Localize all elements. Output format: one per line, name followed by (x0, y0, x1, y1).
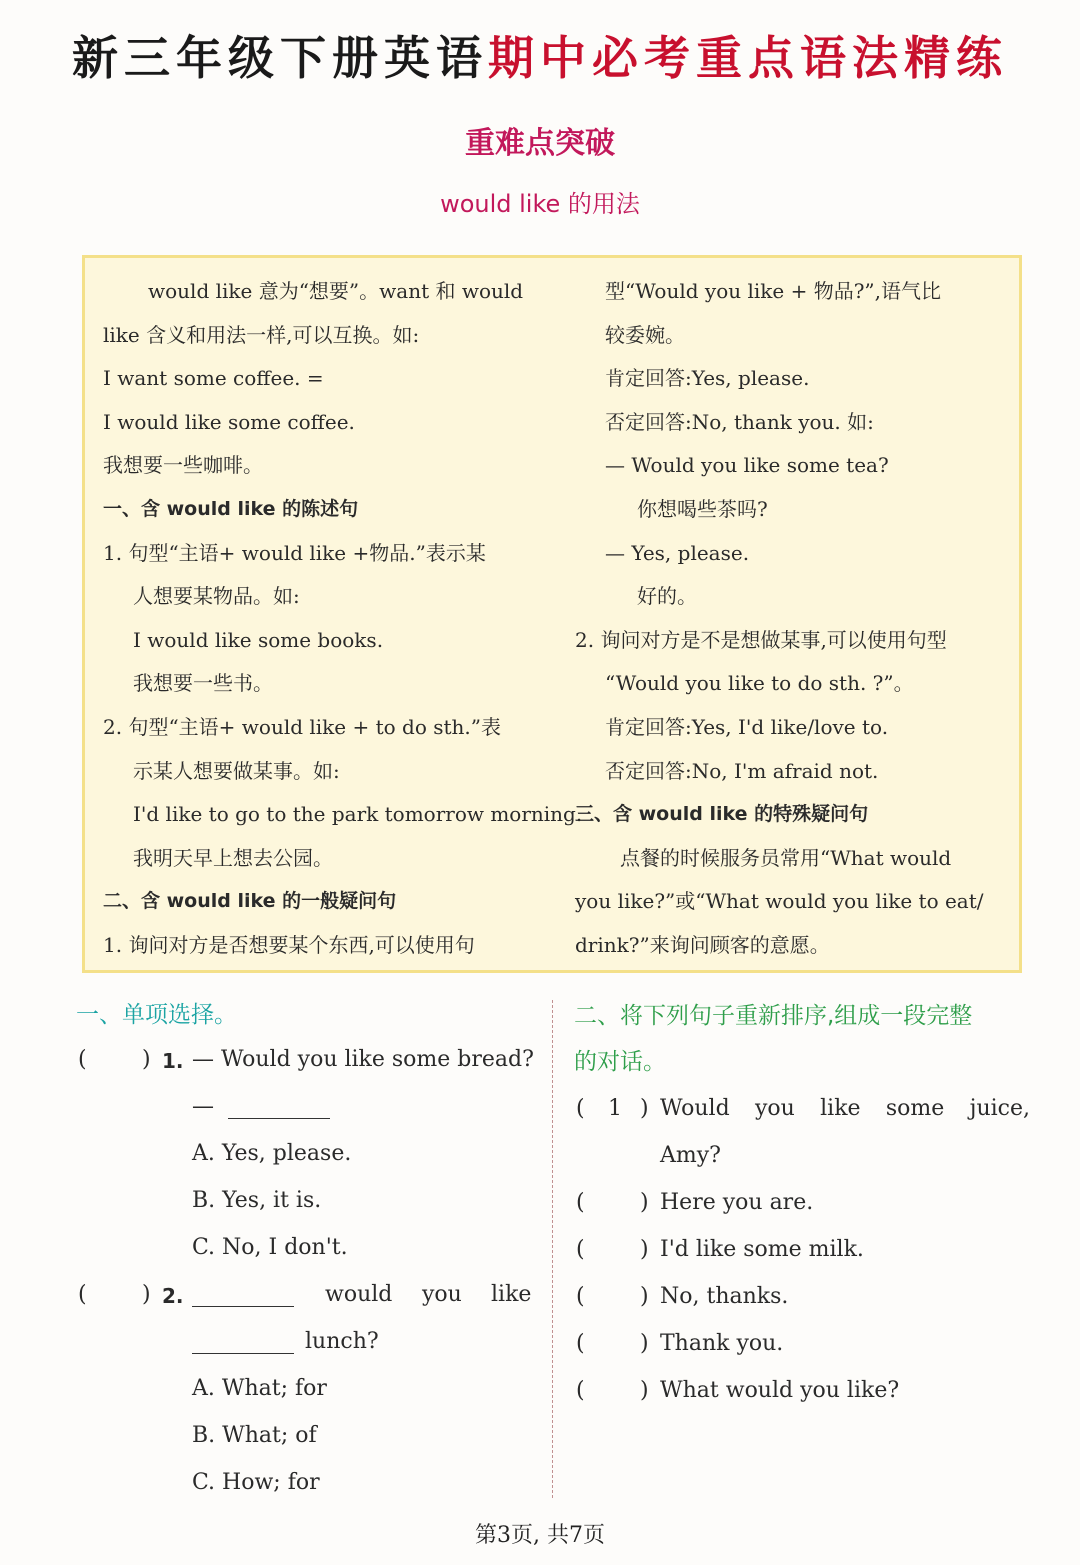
question-word: like (491, 1282, 532, 1307)
order-paren-close: ) (640, 1378, 649, 1403)
question-word: you (422, 1282, 462, 1307)
example-line: 你想喝些茶吗? (637, 496, 768, 521)
text-line: 否定回答:No, thank you. 如: (605, 409, 874, 434)
answer-paren-open[interactable]: ( (78, 1047, 87, 1072)
order-paren-open: ( (576, 1096, 585, 1121)
order-paren-close: ) (640, 1284, 649, 1309)
text-line: I want some coffee. = (103, 366, 324, 391)
text-line: 型“Would you like + 物品?”,语气比 (605, 279, 942, 303)
section-heading: 重难点突破 (465, 126, 615, 161)
blank[interactable] (192, 1329, 294, 1354)
dialogue-line-cont: Amy? (660, 1143, 721, 1168)
example-line: I would like some books. (133, 627, 384, 652)
dialogue-line: Would you like some juice, (660, 1096, 1030, 1121)
order-paren-close: ) (640, 1331, 649, 1356)
title-part2: 期中必考重点语法精练 (488, 31, 1008, 85)
title-part1: 新三年级下册英语 (72, 31, 488, 85)
text-line: 肯定回答:Yes, please. (605, 366, 810, 391)
dialogue-line: I'd like some milk. (660, 1237, 864, 1262)
question-word: lunch? (305, 1329, 379, 1354)
option-b[interactable]: B. Yes, it is. (192, 1188, 322, 1213)
order-paren-close: ) (640, 1096, 649, 1121)
order-paren-open[interactable]: ( (576, 1331, 585, 1356)
answer-paren-open[interactable]: ( (78, 1282, 87, 1307)
example-line: 我明天早上想去公园。 (133, 845, 333, 870)
example-line: 好的。 (637, 584, 697, 609)
exercise2-heading: 二、将下列句子重新排序,组成一段完整 (574, 1003, 973, 1029)
text-line: 较委婉。 (605, 322, 685, 347)
answer-blank-line[interactable] (192, 1094, 330, 1119)
example-line: 我想要一些书。 (133, 671, 273, 696)
example-line: — Yes, please. (605, 540, 750, 565)
question-word: would (325, 1282, 393, 1307)
exercise1-heading: 一、单项选择。 (76, 1002, 237, 1028)
grammar-left-column (103, 270, 583, 968)
option-a[interactable]: A. What; for (192, 1376, 327, 1401)
column-divider (552, 1000, 553, 1498)
dialogue-line: Here you are. (660, 1190, 814, 1215)
text-line: 否定回答:No, I'm afraid not. (605, 758, 879, 783)
text-line: I would like some coffee. (103, 409, 355, 434)
text-line: drink?”来询问顾客的意愿。 (575, 932, 830, 957)
order-paren-open[interactable]: ( (576, 1237, 585, 1262)
subsection-heading: 一、含 would like 的陈述句 (103, 497, 359, 520)
text-line: 我想要一些咖啡。 (103, 453, 263, 478)
subsection-heading: 三、含 would like 的特殊疑问句 (575, 803, 869, 826)
text-line: 示某人想要做某事。如: (133, 758, 340, 783)
option-b[interactable]: B. What; of (192, 1423, 317, 1448)
answer-paren-close: ) (142, 1282, 151, 1307)
order-paren-open[interactable]: ( (576, 1284, 585, 1309)
question-number: 1. (162, 1049, 184, 1073)
page-title (0, 22, 1080, 88)
exercise2-heading-cont: 的对话。 (574, 1049, 666, 1075)
order-paren-open[interactable]: ( (576, 1378, 585, 1403)
text-line: 人想要某物品。如: (133, 584, 300, 609)
page-footer: 第3页, 共7页 (475, 1523, 605, 1548)
question-number: 2. (162, 1284, 184, 1308)
option-a[interactable]: A. Yes, please. (192, 1141, 352, 1166)
text-line: “Would you like to do sth. ?”。 (605, 671, 914, 696)
grammar-box (82, 255, 1022, 973)
sub-heading: would like 的用法 (440, 190, 640, 218)
text-line: like 含义和用法一样,可以互换。如: (103, 322, 420, 347)
text-line: 2. 句型“主语+ would like + to do sth.”表 (103, 714, 501, 739)
blank[interactable] (192, 1282, 294, 1307)
text-line: 点餐的时候服务员常用“What would (620, 845, 952, 870)
order-paren-close: ) (640, 1190, 649, 1215)
text-line: 1. 句型“主语+ would like +物品.”表示某 (103, 540, 486, 565)
text-line: you like?”或“What would you like to eat/ (575, 889, 984, 914)
dialogue-line: Thank you. (660, 1331, 784, 1356)
example-line: I'd like to go to the park tomorrow morning. (133, 802, 583, 827)
option-c[interactable]: C. How; for (192, 1470, 320, 1495)
question-text: — Would you like some bread? (192, 1047, 534, 1072)
text-line: 2. 询问对方是不是想做某事,可以使用句型 (575, 627, 947, 652)
dialogue-line: What would you like? (660, 1378, 900, 1403)
example-line: — Would you like some tea? (605, 453, 889, 478)
answer-paren-close: ) (142, 1047, 151, 1072)
text-line: would like 意为“想要”。want 和 would (148, 279, 524, 303)
option-c[interactable]: C. No, I don't. (192, 1235, 348, 1260)
text-line: 1. 询问对方是否想要某个东西,可以使用句 (103, 932, 475, 957)
grammar-right-column (575, 270, 1007, 968)
dash: — (192, 1094, 214, 1119)
order-paren-open[interactable]: ( (576, 1190, 585, 1215)
dialogue-line: No, thanks. (660, 1284, 789, 1309)
text-line: 肯定回答:Yes, I'd like/love to. (605, 714, 889, 739)
order-mark[interactable]: 1 (608, 1096, 622, 1121)
blank[interactable] (228, 1097, 330, 1119)
subsection-heading: 二、含 would like 的一般疑问句 (103, 890, 397, 913)
order-paren-close: ) (640, 1237, 649, 1262)
